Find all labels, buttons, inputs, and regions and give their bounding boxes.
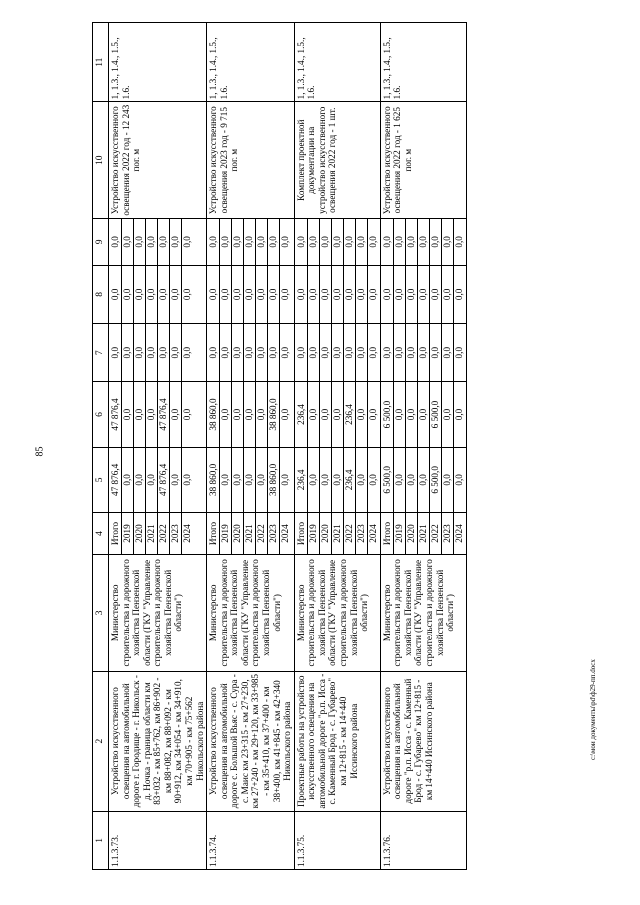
value-cell: 0,0 <box>109 346 120 359</box>
value-cell: 0,0 <box>181 324 193 381</box>
table-cell: Проектные работы на устройство искусственного освещения на автомобильной дороге "р.п. Исса - с. Каменный Брод - с. Губарево" км 12+815 - км 14+440 Иссинского района <box>294 671 380 811</box>
value-stack-c7 <box>207 324 295 382</box>
value-cell: 0,0 <box>367 448 379 512</box>
value-cell: 0,0 <box>319 448 331 512</box>
value-cell: 0,0 <box>393 448 405 512</box>
value-cell: 0,0 <box>307 448 319 512</box>
value-cell: 2023 <box>355 513 367 554</box>
value-cell: 0,0 <box>417 382 429 446</box>
value-cell: 0,0 <box>331 324 343 381</box>
rotated-table-container <box>92 22 612 870</box>
value-cell: 0,0 <box>145 448 157 512</box>
value-cell: 0,0 <box>381 346 392 359</box>
value-cell: 0,0 <box>219 266 231 323</box>
value-cell: 0,0 <box>181 448 193 512</box>
table-cell: Министерство строительства и дорожного хозяйства Пензенской области (ГКУ "Управление строительства и дорожного хозяйства Пензенской области") <box>108 555 206 672</box>
value-cell: 0,0 <box>381 236 392 248</box>
value-cell: 0,0 <box>393 219 405 265</box>
value-cell: 0,0 <box>319 324 331 381</box>
header-cell: 9 <box>93 219 109 266</box>
value-cell: 0,0 <box>429 324 441 381</box>
value-cell: 6 500,0 <box>429 382 441 446</box>
value-cell: 2020 <box>133 513 145 554</box>
value-cell: 0,0 <box>255 448 267 512</box>
value-cell: 0,0 <box>279 382 291 446</box>
value-stack-c9 <box>380 219 466 266</box>
table-cell: Устройство искусственного освещения 2022 год - 1 625 пог. м <box>380 102 466 219</box>
value-cell: 0,0 <box>429 219 441 265</box>
page-number: 85 <box>34 446 46 457</box>
value-cell: 0,0 <box>453 266 465 323</box>
value-cell: 0,0 <box>219 448 231 512</box>
value-cell: 0,0 <box>355 324 367 381</box>
value-cell: 236,4 <box>343 382 355 446</box>
value-cell: 0,0 <box>243 382 255 446</box>
value-cell: 0,0 <box>219 324 231 381</box>
value-cell: 0,0 <box>255 382 267 446</box>
value-cell: 0,0 <box>393 382 405 446</box>
value-cell: 0,0 <box>343 324 355 381</box>
value-cell: 0,0 <box>243 324 255 381</box>
value-cell: 0,0 <box>208 346 219 359</box>
value-cell: 0,0 <box>367 219 379 265</box>
value-cell: 0,0 <box>367 324 379 381</box>
table-row <box>294 23 380 870</box>
value-cell: 2022 <box>157 513 169 554</box>
value-cell: 2021 <box>145 513 157 554</box>
value-stack-c8 <box>108 265 206 323</box>
value-cell: 0,0 <box>181 382 193 446</box>
value-cell: 0,0 <box>219 219 231 265</box>
value-cell: 2023 <box>169 513 181 554</box>
value-cell: 2022 <box>429 513 441 554</box>
footer-file-path: c:\мои документы\pd\ф29-пп.docx <box>589 659 597 760</box>
value-cell: 0,0 <box>355 382 367 446</box>
value-cell: 0,0 <box>243 448 255 512</box>
value-cell: Итого <box>208 521 219 546</box>
value-cell: 0,0 <box>255 324 267 381</box>
value-cell: 2022 <box>343 513 355 554</box>
value-cell: 0,0 <box>231 448 243 512</box>
value-cell: Итого <box>381 521 392 546</box>
table-row <box>207 23 295 870</box>
value-cell: 0,0 <box>405 219 417 265</box>
value-cell: 0,0 <box>169 219 181 265</box>
table-cell: 1, 1.3., 1.4., 1.5., 1.6. <box>380 23 466 102</box>
value-cell: Итого <box>295 521 306 546</box>
value-cell: Итого <box>109 521 120 546</box>
value-cell: 2020 <box>405 513 417 554</box>
value-cell: 2021 <box>243 513 255 554</box>
table-cell: 1, 1.3., 1.4., 1.5., 1.6. <box>294 23 380 102</box>
value-stack-years <box>207 513 295 555</box>
value-cell: 0,0 <box>109 236 120 248</box>
value-cell: 0,0 <box>133 448 145 512</box>
value-cell: 0,0 <box>441 382 453 446</box>
value-cell: 0,0 <box>208 236 219 248</box>
value-cell: 6 500,0 <box>381 400 392 429</box>
table-cell: Устройство искусственного освещения 2023 год - 9 715 пог. м <box>207 102 295 219</box>
value-cell: 0,0 <box>417 219 429 265</box>
value-cell: 38 860,0 <box>267 382 279 446</box>
value-cell: 0,0 <box>307 324 319 381</box>
value-cell: 47 876,4 <box>157 448 169 512</box>
value-cell: 2019 <box>307 513 319 554</box>
value-cell: 0,0 <box>367 266 379 323</box>
value-stack-c6 <box>294 382 380 447</box>
value-stack-c9 <box>207 219 295 266</box>
value-cell: 0,0 <box>405 382 417 446</box>
value-cell: 38 860,0 <box>267 448 279 512</box>
value-cell: 0,0 <box>133 219 145 265</box>
value-cell: 2024 <box>453 513 465 554</box>
table-cell: Устройство искусственного освещения на автомобильной дороге г. Городище - г. Никольск - д. Ночка - граница области км 83+032 - км 85+762, км 86+902 - км 88+082, км 88+092 - км 90+912, км 34+054 - км 34+910, км 70+905 - км 75+562 Никольского района <box>108 671 206 811</box>
value-cell: 0,0 <box>279 266 291 323</box>
value-cell: 0,0 <box>279 219 291 265</box>
header-cell: 10 <box>93 102 109 219</box>
value-cell: 0,0 <box>331 266 343 323</box>
value-cell: 0,0 <box>133 324 145 381</box>
value-stack-years <box>380 513 466 555</box>
table-row <box>108 23 206 870</box>
value-cell: 0,0 <box>255 266 267 323</box>
value-cell: 0,0 <box>405 266 417 323</box>
value-cell: 6 500,0 <box>381 466 392 494</box>
value-stack-years <box>108 513 206 555</box>
value-cell: 0,0 <box>343 219 355 265</box>
value-cell: 47 876,4 <box>157 382 169 446</box>
value-cell: 0,0 <box>133 382 145 446</box>
table-row <box>380 23 466 870</box>
value-cell: 0,0 <box>319 266 331 323</box>
header-cell: 1 <box>93 811 109 869</box>
value-cell: 0,0 <box>279 448 291 512</box>
value-cell: 0,0 <box>181 219 193 265</box>
value-stack-c5 <box>108 447 206 512</box>
value-stack-c5 <box>294 447 380 512</box>
value-stack-c6 <box>207 382 295 447</box>
value-cell: 0,0 <box>405 324 417 381</box>
value-cell: 0,0 <box>267 266 279 323</box>
value-cell: 0,0 <box>231 382 243 446</box>
value-cell: 0,0 <box>279 324 291 381</box>
value-stack-c7 <box>108 324 206 382</box>
value-cell: 0,0 <box>145 382 157 446</box>
value-cell: 0,0 <box>405 448 417 512</box>
table-cell: 1.1.3.76. <box>380 811 466 869</box>
value-cell: 0,0 <box>367 382 379 446</box>
value-cell: 2019 <box>393 513 405 554</box>
header-row <box>93 23 109 870</box>
value-cell: 0,0 <box>331 382 343 446</box>
value-stack-c8 <box>294 265 380 323</box>
value-cell: 0,0 <box>393 324 405 381</box>
header-cell: 2 <box>93 671 109 811</box>
value-cell: 0,0 <box>145 324 157 381</box>
table-cell: 1.1.3.73. <box>108 811 206 869</box>
value-cell: 0,0 <box>295 346 306 359</box>
value-stack-c7 <box>294 324 380 382</box>
value-cell: 0,0 <box>208 288 219 301</box>
value-cell: 0,0 <box>133 266 145 323</box>
table-cell: 1.1.3.74. <box>207 811 295 869</box>
value-cell: 0,0 <box>121 219 133 265</box>
value-cell: 236,4 <box>295 404 306 425</box>
table-cell: 1, 1.3., 1.4., 1.5., 1.6. <box>108 23 206 102</box>
value-stack-years <box>294 513 380 555</box>
value-cell: 2024 <box>181 513 193 554</box>
value-cell: 0,0 <box>121 448 133 512</box>
value-cell: 0,0 <box>219 382 231 446</box>
value-cell: 0,0 <box>157 324 169 381</box>
value-cell: 0,0 <box>417 448 429 512</box>
value-cell: 0,0 <box>453 219 465 265</box>
value-cell: 0,0 <box>231 324 243 381</box>
table-cell: Министерство строительства и дорожного хозяйства Пензенской области (ГКУ "Управление строительства и дорожного хозяйства Пензенской области") <box>294 555 380 672</box>
value-cell: 0,0 <box>121 324 133 381</box>
value-cell: 2020 <box>319 513 331 554</box>
value-cell: 2019 <box>219 513 231 554</box>
value-cell: 2020 <box>231 513 243 554</box>
value-cell: 0,0 <box>267 219 279 265</box>
value-cell: 0,0 <box>157 266 169 323</box>
value-stack-c5 <box>380 447 466 512</box>
header-cell: 7 <box>93 324 109 382</box>
value-cell: 0,0 <box>355 266 367 323</box>
value-cell: 0,0 <box>157 219 169 265</box>
value-cell: 0,0 <box>231 219 243 265</box>
value-cell: 0,0 <box>381 288 392 301</box>
table-cell: Устройство искусственного освещения на автомобильной дороге "р.п. Исса - с. Каменный Брод - с. Губарево" км 12+815 - км 14+440 Иссинского района <box>380 671 466 811</box>
value-cell: 0,0 <box>109 288 120 301</box>
value-cell: 47 876,4 <box>109 463 120 496</box>
value-stack-c6 <box>108 382 206 447</box>
value-cell: 0,0 <box>295 288 306 301</box>
value-stack-c9 <box>108 219 206 266</box>
value-stack-c9 <box>294 219 380 266</box>
table-body <box>108 23 466 870</box>
value-cell: 2023 <box>441 513 453 554</box>
value-stack-c8 <box>207 265 295 323</box>
header-cell: 6 <box>93 382 109 447</box>
value-cell: 0,0 <box>393 266 405 323</box>
value-stack-c6 <box>380 382 466 447</box>
value-cell: 0,0 <box>417 266 429 323</box>
table-cell: 1.1.3.75. <box>294 811 380 869</box>
value-cell: 2023 <box>267 513 279 554</box>
value-cell: 0,0 <box>417 324 429 381</box>
value-cell: 0,0 <box>243 219 255 265</box>
value-cell: 2024 <box>367 513 379 554</box>
table-cell: Комплект проектной документации на устройство искусственного освещения 2022 год - 1 шт. <box>294 102 380 219</box>
value-cell: 0,0 <box>319 382 331 446</box>
value-cell: 0,0 <box>295 236 306 248</box>
table-cell: 1, 1.3., 1.4., 1.5., 1.6. <box>207 23 295 102</box>
value-cell: 2021 <box>417 513 429 554</box>
value-cell: 0,0 <box>355 219 367 265</box>
value-cell: 0,0 <box>307 266 319 323</box>
value-cell: 0,0 <box>121 382 133 446</box>
value-cell: 236,4 <box>295 469 306 491</box>
value-cell: 2024 <box>279 513 291 554</box>
value-cell: 2019 <box>121 513 133 554</box>
header-cell: 3 <box>93 555 109 672</box>
value-cell: 0,0 <box>243 266 255 323</box>
value-cell: 0,0 <box>121 266 133 323</box>
value-cell: 0,0 <box>453 382 465 446</box>
value-cell: 0,0 <box>441 219 453 265</box>
value-cell: 0,0 <box>169 266 181 323</box>
value-stack-c7 <box>380 324 466 382</box>
value-cell: 0,0 <box>255 219 267 265</box>
value-cell: 0,0 <box>441 448 453 512</box>
value-cell: 38 860,0 <box>208 398 219 431</box>
value-cell: 2022 <box>255 513 267 554</box>
value-cell: 0,0 <box>453 324 465 381</box>
value-cell: 38 860,0 <box>208 463 219 496</box>
value-cell: 0,0 <box>441 266 453 323</box>
table-cell: Министерство строительства и дорожного хозяйства Пензенской области (ГКУ "Управление строительства и дорожного хозяйства Пензенской области") <box>380 555 466 672</box>
value-cell: 0,0 <box>267 324 279 381</box>
value-cell: 0,0 <box>331 219 343 265</box>
value-cell: 47 876,4 <box>109 398 120 431</box>
value-cell: 0,0 <box>169 448 181 512</box>
value-cell: 2021 <box>331 513 343 554</box>
table-cell: Устройство искусственного освещения на автомобильной дороге с. Большой Вьяс - с. Сура - с. Маис км 23+315 - км 27+230, км 27+240 - км 29+120, км 33+985 - км 35+410, км 37+400 - км 38+400, км 41+845 - км 42+340 Никольского района <box>207 671 295 811</box>
value-cell: 0,0 <box>319 219 331 265</box>
value-cell: 0,0 <box>307 219 319 265</box>
header-cell: 4 <box>93 513 109 555</box>
value-cell: 0,0 <box>307 382 319 446</box>
value-cell: 0,0 <box>331 448 343 512</box>
value-cell: 0,0 <box>453 448 465 512</box>
value-cell: 6 500,0 <box>429 448 441 512</box>
value-cell: 0,0 <box>441 324 453 381</box>
value-cell: 0,0 <box>169 382 181 446</box>
value-cell: 0,0 <box>145 266 157 323</box>
value-cell: 0,0 <box>231 266 243 323</box>
value-cell: 0,0 <box>181 266 193 323</box>
value-stack-c5 <box>207 447 295 512</box>
table-cell: Устройство искусственного освещения 2022 год - 12 243 пог. м <box>108 102 206 219</box>
value-cell: 0,0 <box>169 324 181 381</box>
value-cell: 0,0 <box>343 266 355 323</box>
value-cell: 0,0 <box>145 219 157 265</box>
value-stack-c8 <box>380 265 466 323</box>
program-table <box>92 22 467 870</box>
header-cell: 5 <box>93 447 109 512</box>
header-cell: 8 <box>93 265 109 323</box>
value-cell: 236,4 <box>343 448 355 512</box>
value-cell: 0,0 <box>355 448 367 512</box>
table-cell: Министерство строительства и дорожного хозяйства Пензенской области (ГКУ "Управление строительства и дорожного хозяйства Пензенской области") <box>207 555 295 672</box>
value-cell: 0,0 <box>429 266 441 323</box>
header-cell: 11 <box>93 23 109 102</box>
